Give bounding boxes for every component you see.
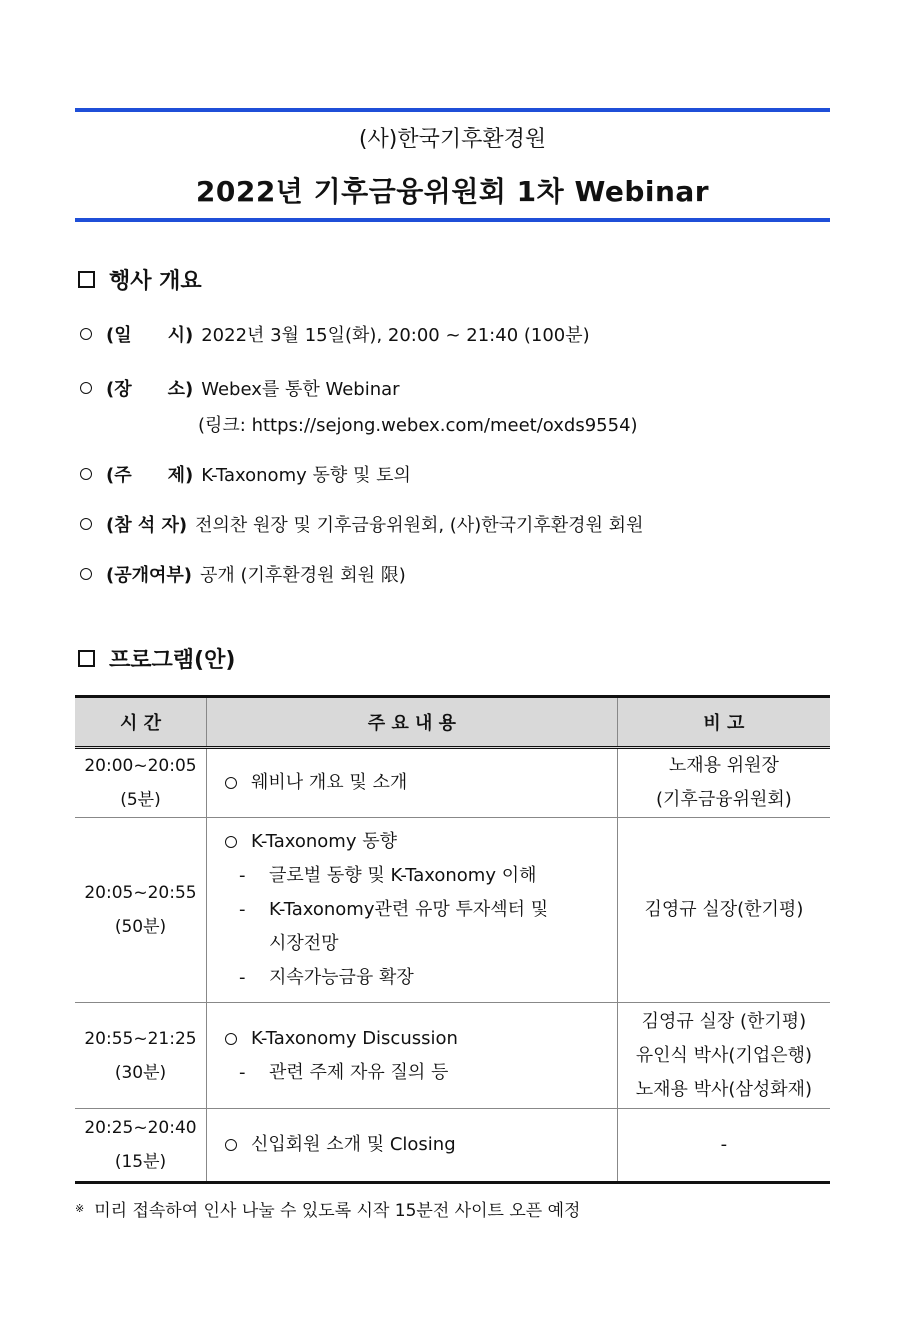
content-main-text: K-Taxonomy 동향: [250, 831, 397, 852]
circle-bullet-icon: [225, 777, 237, 789]
circle-bullet-icon: [80, 468, 92, 480]
table-header-row: [75, 697, 830, 748]
content-main-text: 웨비나 개요 및 소개: [250, 772, 408, 793]
circle-bullet-icon: [225, 1033, 237, 1045]
program-table: [75, 695, 830, 1184]
time-duration: (5분): [120, 790, 161, 810]
document-title: 2022년 기후금융위원회 1차 Webinar: [195, 175, 710, 208]
column-header-content: 주 요 내 용: [206, 697, 617, 748]
time-duration: (15분): [114, 1152, 167, 1172]
square-bullet-icon: [78, 271, 95, 288]
content-cell: [206, 1109, 617, 1183]
note-cell: [617, 818, 830, 1003]
time-range: 20:55~21:25: [84, 1028, 197, 1049]
note-cell: [617, 1109, 830, 1183]
content-sub-item: - 관련 주제 자유 질의 등: [238, 1061, 449, 1083]
overview-attendees: [80, 511, 643, 537]
content-cell: [206, 1003, 617, 1109]
date-label: (일 시): [106, 325, 194, 346]
content-main: [225, 1022, 617, 1056]
time-cell: [75, 1003, 206, 1109]
overview-date: [80, 321, 590, 347]
time-cell: [75, 748, 206, 818]
circle-bullet-icon: [80, 568, 92, 580]
time-duration: (30분): [114, 1062, 167, 1083]
content-sub-item-continued: 시장전망: [268, 933, 339, 954]
content-main-text: 신입회원 소개 및 Closing: [250, 1134, 456, 1155]
note-line: 유인식 박사(기업은행): [635, 1044, 813, 1066]
overview-place: [80, 375, 400, 401]
column-header-note: 비 고: [617, 697, 830, 748]
content-sub-item: - 글로벌 동향 및 K-Taxonomy 이해: [238, 865, 537, 886]
table-row: [75, 748, 830, 818]
content-main: [225, 825, 617, 859]
circle-bullet-icon: [225, 1139, 237, 1151]
square-bullet-icon: [78, 650, 95, 667]
content-cell: [206, 748, 617, 818]
footnote-text: 미리 접속하여 인사 나눌 수 있도록 시작 15분전 사이트 오픈 예정: [94, 1201, 581, 1221]
content-main-text: K-Taxonomy Discussion: [250, 1027, 458, 1049]
column-header-time: 시 간: [75, 697, 206, 748]
time-range: 20:25~20:40: [84, 1118, 197, 1138]
section-program: [78, 643, 235, 674]
content-sub-item: - 지속가능금융 확장: [238, 967, 414, 988]
attendees-label: (참 석 자): [106, 515, 188, 536]
note-line: (기후금융위원회): [656, 789, 792, 810]
topic-value: K-Taxonomy 동향 및 토의: [201, 465, 411, 486]
content-main: [225, 766, 617, 800]
public-value: 공개 (기후환경원 회원 限): [200, 565, 406, 586]
note-cell: [617, 748, 830, 818]
section-overview-heading: 행사 개요: [109, 269, 202, 294]
note-line: 김영규 실장(한기평): [644, 899, 804, 920]
table-row: [75, 1003, 830, 1109]
reference-mark-icon: ※: [75, 1202, 85, 1215]
place-value: Webex를 통한 Webinar: [201, 379, 400, 400]
time-range: 20:05~20:55: [84, 883, 197, 903]
footnote: [75, 1196, 580, 1221]
circle-bullet-icon: [225, 836, 237, 848]
circle-bullet-icon: [80, 518, 92, 530]
top-rule: [75, 108, 830, 112]
note-cell: [617, 1003, 830, 1109]
title-rule: [75, 218, 830, 222]
note-line: 노재용 박사(삼성화재): [635, 1078, 813, 1100]
table-row: [75, 818, 830, 1003]
attendees-value: 전의찬 원장 및 기후금융위원회, (사)한국기후환경원 회원: [195, 515, 644, 536]
place-label: (장 소): [106, 379, 194, 400]
section-overview: [78, 264, 202, 295]
time-cell: [75, 1109, 206, 1183]
overview-topic: [80, 461, 411, 487]
content-cell: [206, 818, 617, 1003]
table-row: [75, 1109, 830, 1183]
time-cell: [75, 818, 206, 1003]
public-label: (공개여부): [106, 565, 193, 586]
topic-label: (주 제): [106, 465, 194, 486]
webinar-link[interactable]: (링크: https://sejong.webex.com/meet/oxds9554): [198, 415, 638, 436]
overview-public: [80, 561, 406, 587]
organization-name: (사)한국기후환경원: [358, 127, 547, 152]
section-program-heading: 프로그램(안): [109, 648, 236, 673]
note-line: -: [720, 1134, 728, 1155]
circle-bullet-icon: [80, 328, 92, 340]
time-duration: (50분): [114, 917, 167, 937]
date-value: 2022년 3월 15일(화), 20:00 ~ 21:40 (100분): [201, 325, 590, 346]
note-line: 김영규 실장 (한기평): [641, 1010, 807, 1032]
note-line: 노재용 위원장: [668, 755, 779, 776]
content-main: [225, 1128, 617, 1162]
time-range: 20:00~20:05: [84, 756, 197, 776]
circle-bullet-icon: [80, 382, 92, 394]
content-sub-item: - K-Taxonomy관련 유망 투자섹터 및: [238, 899, 549, 920]
